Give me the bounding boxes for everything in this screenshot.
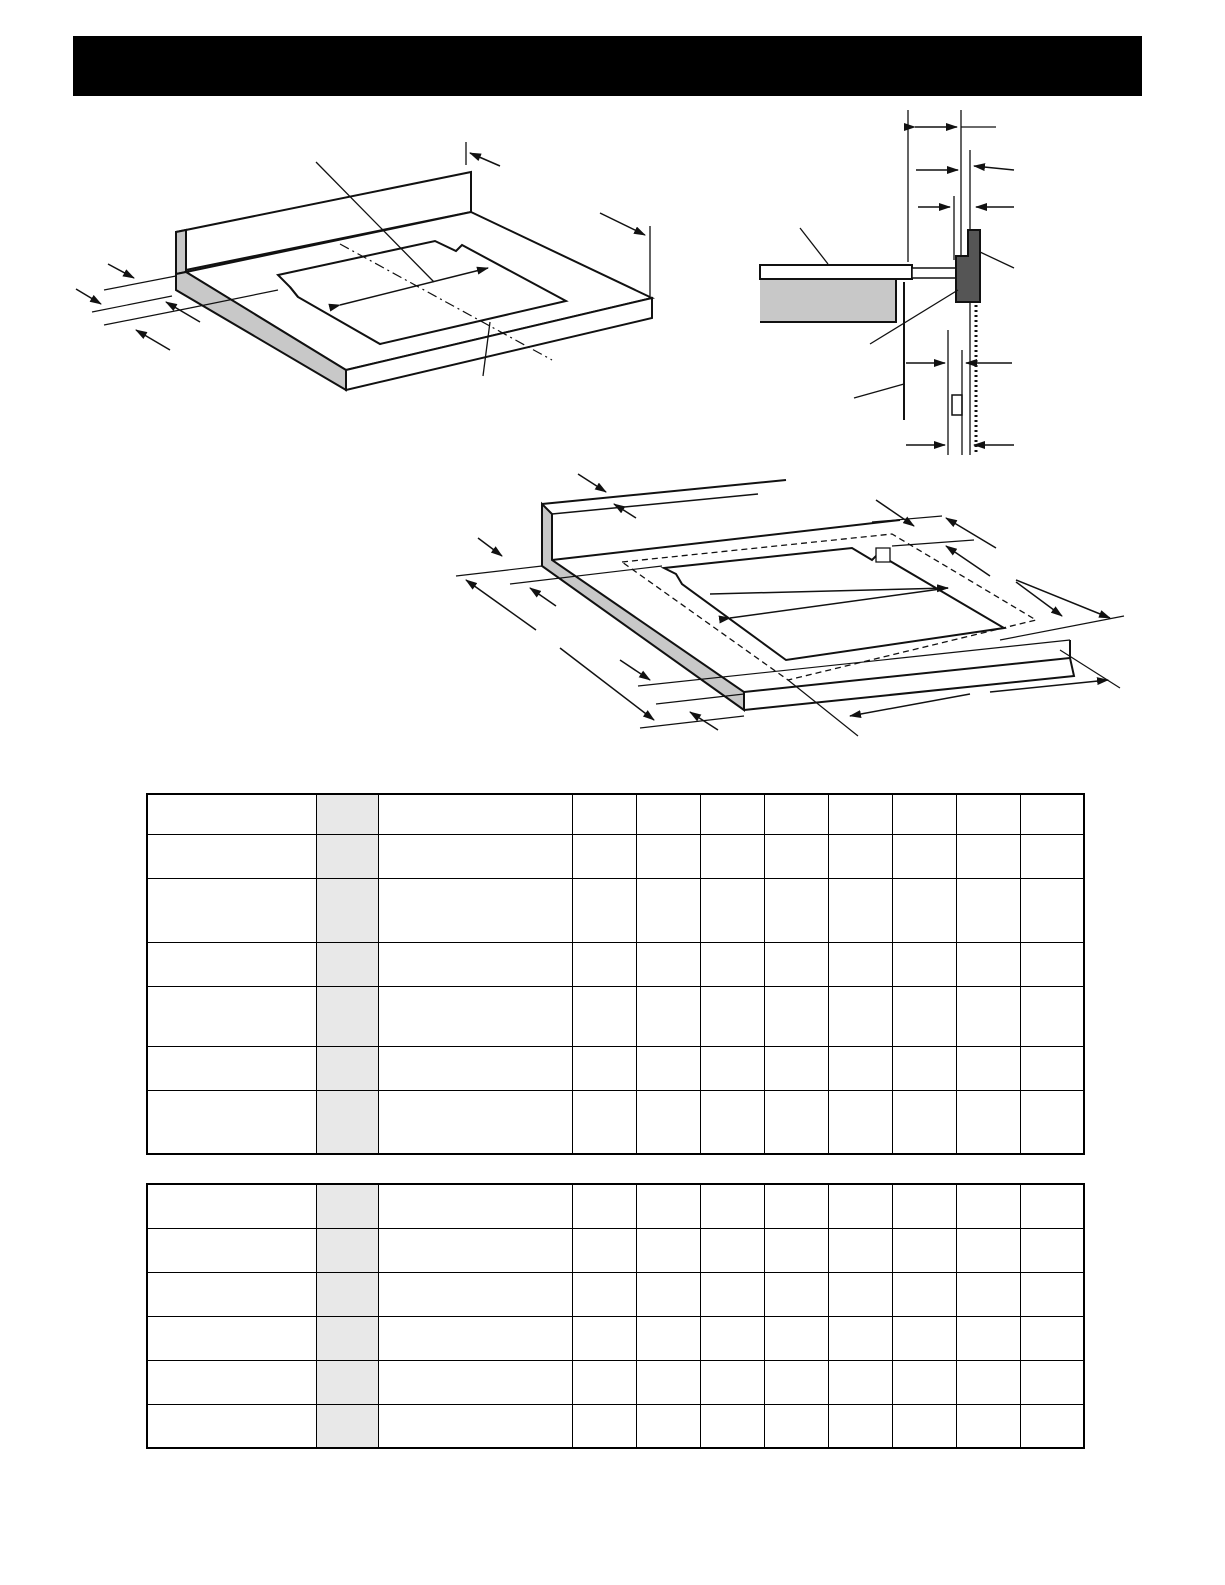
table-cell bbox=[572, 1360, 636, 1404]
table-cell bbox=[764, 986, 828, 1046]
table-cell bbox=[147, 878, 316, 942]
table-row bbox=[147, 986, 1084, 1046]
table-cell bbox=[378, 1184, 572, 1228]
table-cell bbox=[764, 794, 828, 834]
table-cell bbox=[316, 1184, 378, 1228]
table-cell bbox=[572, 1046, 636, 1090]
table-cell bbox=[378, 1360, 572, 1404]
table-cell bbox=[1020, 942, 1084, 986]
table-cell bbox=[892, 1316, 956, 1360]
table-cell bbox=[828, 1090, 892, 1154]
table-cell bbox=[378, 986, 572, 1046]
table-cell bbox=[572, 942, 636, 986]
table-cell bbox=[764, 1228, 828, 1272]
table-cell bbox=[764, 1360, 828, 1404]
table-cell bbox=[764, 1316, 828, 1360]
table-cell bbox=[700, 1404, 764, 1448]
table-cell bbox=[700, 834, 764, 878]
table-cell bbox=[764, 942, 828, 986]
table-cell bbox=[378, 942, 572, 986]
table-cell bbox=[316, 1228, 378, 1272]
table-cell bbox=[147, 834, 316, 878]
table-cell bbox=[636, 878, 700, 942]
table-cell bbox=[147, 1046, 316, 1090]
table-cell bbox=[892, 794, 956, 834]
table-cell bbox=[636, 1046, 700, 1090]
table-cell bbox=[1020, 1360, 1084, 1404]
table-cell bbox=[572, 1404, 636, 1448]
table-row bbox=[147, 1228, 1084, 1272]
table-cell bbox=[956, 986, 1020, 1046]
table-cell bbox=[316, 1046, 378, 1090]
table-cell bbox=[316, 1316, 378, 1360]
table-cell bbox=[956, 878, 1020, 942]
table-cell bbox=[316, 1360, 378, 1404]
table-cell bbox=[828, 1272, 892, 1316]
table-cell bbox=[636, 1272, 700, 1316]
table-cell bbox=[147, 1228, 316, 1272]
table-cell bbox=[828, 1404, 892, 1448]
countertop-section bbox=[760, 265, 912, 279]
table-cell bbox=[572, 1228, 636, 1272]
table-cell bbox=[572, 1272, 636, 1316]
table-row bbox=[147, 834, 1084, 878]
table-cell bbox=[700, 942, 764, 986]
table-cell bbox=[636, 1090, 700, 1154]
countertop-cutout-figure bbox=[76, 142, 652, 390]
side-section-figure bbox=[760, 110, 1014, 455]
table-row bbox=[147, 942, 1084, 986]
table-cell bbox=[316, 878, 378, 942]
table-cell bbox=[892, 878, 956, 942]
table-cell bbox=[636, 1404, 700, 1448]
table-cell bbox=[956, 1090, 1020, 1154]
table-cell bbox=[700, 794, 764, 834]
table-cell bbox=[892, 1184, 956, 1228]
table-cell bbox=[1020, 986, 1084, 1046]
table-cell bbox=[892, 986, 956, 1046]
table-cell bbox=[636, 1184, 700, 1228]
table-cell bbox=[572, 1090, 636, 1154]
table-cell bbox=[764, 1272, 828, 1316]
table-cell bbox=[147, 942, 316, 986]
table-cell bbox=[316, 986, 378, 1046]
table-cell bbox=[378, 878, 572, 942]
table-row bbox=[147, 878, 1084, 942]
table-cell bbox=[1020, 1272, 1084, 1316]
table-row bbox=[147, 1090, 1084, 1154]
table-cell bbox=[1020, 1184, 1084, 1228]
table-cell bbox=[147, 1184, 316, 1228]
table-cell bbox=[828, 1184, 892, 1228]
table-cell bbox=[828, 878, 892, 942]
table-cell bbox=[828, 834, 892, 878]
table-row bbox=[147, 794, 1084, 834]
table-cell bbox=[828, 1228, 892, 1272]
table-row bbox=[147, 1272, 1084, 1316]
table-cell bbox=[316, 1404, 378, 1448]
table-cell bbox=[636, 986, 700, 1046]
table-cell bbox=[378, 1404, 572, 1448]
table-cell bbox=[700, 1360, 764, 1404]
table-cell bbox=[764, 878, 828, 942]
table-cell bbox=[956, 1228, 1020, 1272]
table-cell bbox=[956, 1316, 1020, 1360]
table-cell bbox=[316, 834, 378, 878]
table-cell bbox=[956, 1046, 1020, 1090]
table-cell bbox=[572, 1184, 636, 1228]
table-cell bbox=[700, 1316, 764, 1360]
table-cell bbox=[1020, 1046, 1084, 1090]
table-cell bbox=[764, 1090, 828, 1154]
table-cell bbox=[700, 986, 764, 1046]
table-cell bbox=[636, 1316, 700, 1360]
table-cell bbox=[147, 1272, 316, 1316]
table-cell bbox=[956, 1184, 1020, 1228]
table-cell bbox=[147, 1316, 316, 1360]
table-cell bbox=[636, 1360, 700, 1404]
table-cell bbox=[1020, 878, 1084, 942]
table-cell bbox=[892, 1360, 956, 1404]
table-cell bbox=[700, 1228, 764, 1272]
table-cell bbox=[147, 1360, 316, 1404]
dimensions-table-2 bbox=[146, 1183, 1085, 1449]
table-cell bbox=[147, 1090, 316, 1154]
table-cell bbox=[1020, 834, 1084, 878]
table-cell bbox=[572, 834, 636, 878]
table-cell bbox=[764, 1046, 828, 1090]
table-cell bbox=[378, 794, 572, 834]
table-cell bbox=[828, 1360, 892, 1404]
table-cell bbox=[572, 878, 636, 942]
cabinet-cutout-figure bbox=[456, 474, 1124, 736]
table-cell bbox=[1020, 794, 1084, 834]
table-cell bbox=[1020, 1228, 1084, 1272]
table-cell bbox=[828, 1316, 892, 1360]
table-cell bbox=[892, 1404, 956, 1448]
table-cell bbox=[378, 1272, 572, 1316]
table-cell bbox=[316, 1272, 378, 1316]
table-cell bbox=[378, 1316, 572, 1360]
table-cell bbox=[828, 986, 892, 1046]
table-cell bbox=[636, 794, 700, 834]
installation-drawings bbox=[0, 0, 1225, 770]
table-cell bbox=[956, 1272, 1020, 1316]
table-cell bbox=[700, 1184, 764, 1228]
table-cell bbox=[828, 942, 892, 986]
table-cell bbox=[892, 1090, 956, 1154]
table-cell bbox=[892, 1272, 956, 1316]
table-cell bbox=[700, 878, 764, 942]
table-row bbox=[147, 1360, 1084, 1404]
table-cell bbox=[147, 794, 316, 834]
table-row bbox=[147, 1184, 1084, 1228]
table-cell bbox=[764, 1404, 828, 1448]
table-cell bbox=[316, 794, 378, 834]
table-cell bbox=[956, 794, 1020, 834]
table-row bbox=[147, 1316, 1084, 1360]
table-cell bbox=[892, 1046, 956, 1090]
table-cell bbox=[636, 834, 700, 878]
table-row bbox=[147, 1046, 1084, 1090]
table-cell bbox=[956, 942, 1020, 986]
backsplash-end bbox=[176, 230, 186, 274]
table-cell bbox=[700, 1090, 764, 1154]
table-cell bbox=[378, 834, 572, 878]
table-cell bbox=[956, 834, 1020, 878]
table-cell bbox=[147, 1404, 316, 1448]
table-cell bbox=[700, 1046, 764, 1090]
table-cell bbox=[572, 986, 636, 1046]
table-cell bbox=[572, 794, 636, 834]
table-cell bbox=[316, 942, 378, 986]
table-cell bbox=[572, 1316, 636, 1360]
table-cell bbox=[636, 1228, 700, 1272]
mounting-bracket bbox=[956, 230, 980, 302]
table-cell bbox=[378, 1090, 572, 1154]
table-cell bbox=[892, 942, 956, 986]
table-cell bbox=[956, 1360, 1020, 1404]
table-cell bbox=[828, 1046, 892, 1090]
table-cell bbox=[1020, 1090, 1084, 1154]
table-cell bbox=[147, 986, 316, 1046]
table-cell bbox=[636, 942, 700, 986]
dimensions-table-1 bbox=[146, 793, 1085, 1155]
table-cell bbox=[378, 1046, 572, 1090]
table-cell bbox=[700, 1272, 764, 1316]
table-cell bbox=[378, 1228, 572, 1272]
table-cell bbox=[1020, 1316, 1084, 1360]
table-cell bbox=[316, 1090, 378, 1154]
table-cell bbox=[892, 834, 956, 878]
table-cell bbox=[1020, 1404, 1084, 1448]
table-cell bbox=[764, 834, 828, 878]
table-cell bbox=[828, 794, 892, 834]
table-cell bbox=[956, 1404, 1020, 1448]
table-cell bbox=[892, 1228, 956, 1272]
table-cell bbox=[764, 1184, 828, 1228]
table-row bbox=[147, 1404, 1084, 1448]
